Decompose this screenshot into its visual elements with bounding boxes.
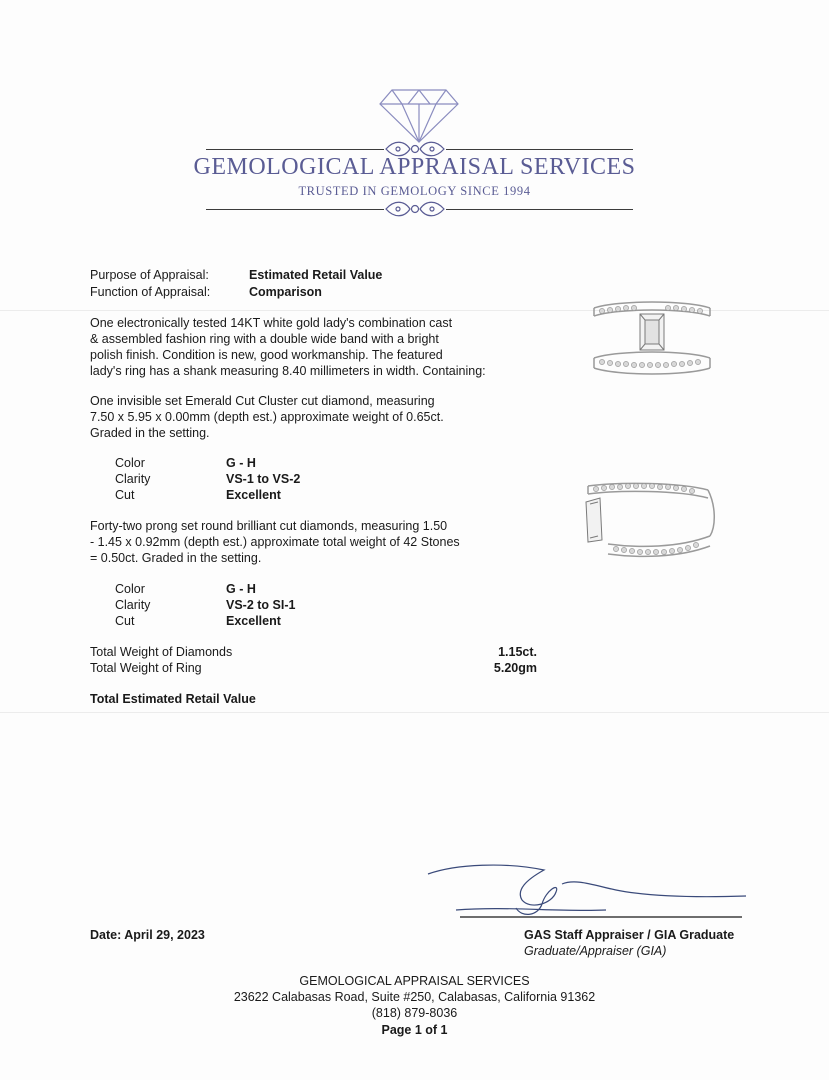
- header-rule-right-bottom: [446, 209, 633, 210]
- description-line: One electronically tested 14KT white gold lady's combination cast: [90, 316, 453, 330]
- ring-photo-side: [578, 476, 718, 572]
- purpose-value: Estimated Retail Value: [249, 268, 383, 282]
- total-ring-value: 5.20gm: [493, 661, 537, 675]
- function-value: Comparison: [249, 285, 322, 299]
- function-label: Function of Appraisal:: [90, 285, 211, 299]
- side-stones-line: - 1.45 x 0.92mm (depth est.) approximate total weight of 42 Stones: [90, 535, 460, 549]
- ring-description: [90, 315, 530, 379]
- diamond-logo-icon: [378, 88, 460, 144]
- ring-photo-front: [588, 296, 716, 380]
- center-clarity-value: VS-1 to VS-2: [226, 472, 301, 486]
- side-clarity-value: VS-2 to SI-1: [226, 598, 296, 612]
- total-diamonds-value: 1.15ct.: [498, 645, 537, 659]
- center-stone-line: Graded in the setting.: [90, 426, 210, 440]
- appraiser-title: GAS Staff Appraiser / GIA Graduate: [524, 928, 735, 942]
- footer-phone: (818) 879-8036: [371, 1006, 458, 1020]
- scan-artifact: [0, 712, 829, 713]
- flourish-ornament-icon: [384, 198, 446, 220]
- footer-company: GEMOLOGICAL APPRAISAL SERVICES: [299, 974, 530, 988]
- center-clarity-label: Clarity: [115, 472, 151, 486]
- side-cut-value: Excellent: [226, 614, 281, 628]
- header-rule-left: [206, 149, 384, 150]
- page-number: Page 1 of 1: [381, 1023, 448, 1037]
- description-line: & assembled fashion ring with a double wide band with a bright: [90, 332, 439, 346]
- total-ring-label: Total Weight of Ring: [90, 661, 202, 675]
- center-cut-label: Cut: [115, 488, 135, 502]
- center-color-label: Color: [115, 456, 145, 470]
- side-color-label: Color: [115, 582, 145, 596]
- side-stones-line: Forty-two prong set round brilliant cut diamonds, measuring 1.50: [90, 519, 448, 533]
- side-clarity-label: Clarity: [115, 598, 151, 612]
- center-stone-line: 7.50 x 5.95 x 0.00mm (depth est.) approximate weight of 0.65ct.: [90, 410, 444, 424]
- center-cut-value: Excellent: [226, 488, 281, 502]
- side-stones-line: = 0.50ct. Graded in the setting.: [90, 551, 262, 565]
- side-color-value: G - H: [226, 582, 256, 596]
- description-line: lady's ring has a shank measuring 8.40 millimeters in width. Containing:: [90, 364, 486, 378]
- header-rule-right: [446, 149, 633, 150]
- total-retail-label: Total Estimated Retail Value: [90, 692, 256, 706]
- total-diamonds-label: Total Weight of Diamonds: [90, 645, 233, 659]
- company-title: GEMOLOGICAL APPRAISAL SERVICES: [193, 154, 636, 180]
- center-stone-line: One invisible set Emerald Cut Cluster cut diamond, measuring: [90, 394, 435, 408]
- appraisal-date: Date: April 29, 2023: [90, 928, 205, 942]
- company-tagline: TRUSTED IN GEMOLOGY SINCE 1994: [298, 184, 531, 198]
- side-stones-description: [90, 518, 530, 566]
- description-line: polish finish. Condition is new, good workmanship. The featured: [90, 348, 443, 362]
- handwritten-signature: [426, 860, 756, 922]
- purpose-label: Purpose of Appraisal:: [90, 268, 209, 282]
- center-color-value: G - H: [226, 456, 256, 470]
- center-stone-description: [90, 393, 530, 441]
- appraiser-subtitle: Graduate/Appraiser (GIA): [524, 944, 667, 958]
- side-cut-label: Cut: [115, 614, 135, 628]
- header-rule-left-bottom: [206, 209, 384, 210]
- footer-address: 23622 Calabasas Road, Suite #250, Calabasas, California 91362: [233, 990, 596, 1004]
